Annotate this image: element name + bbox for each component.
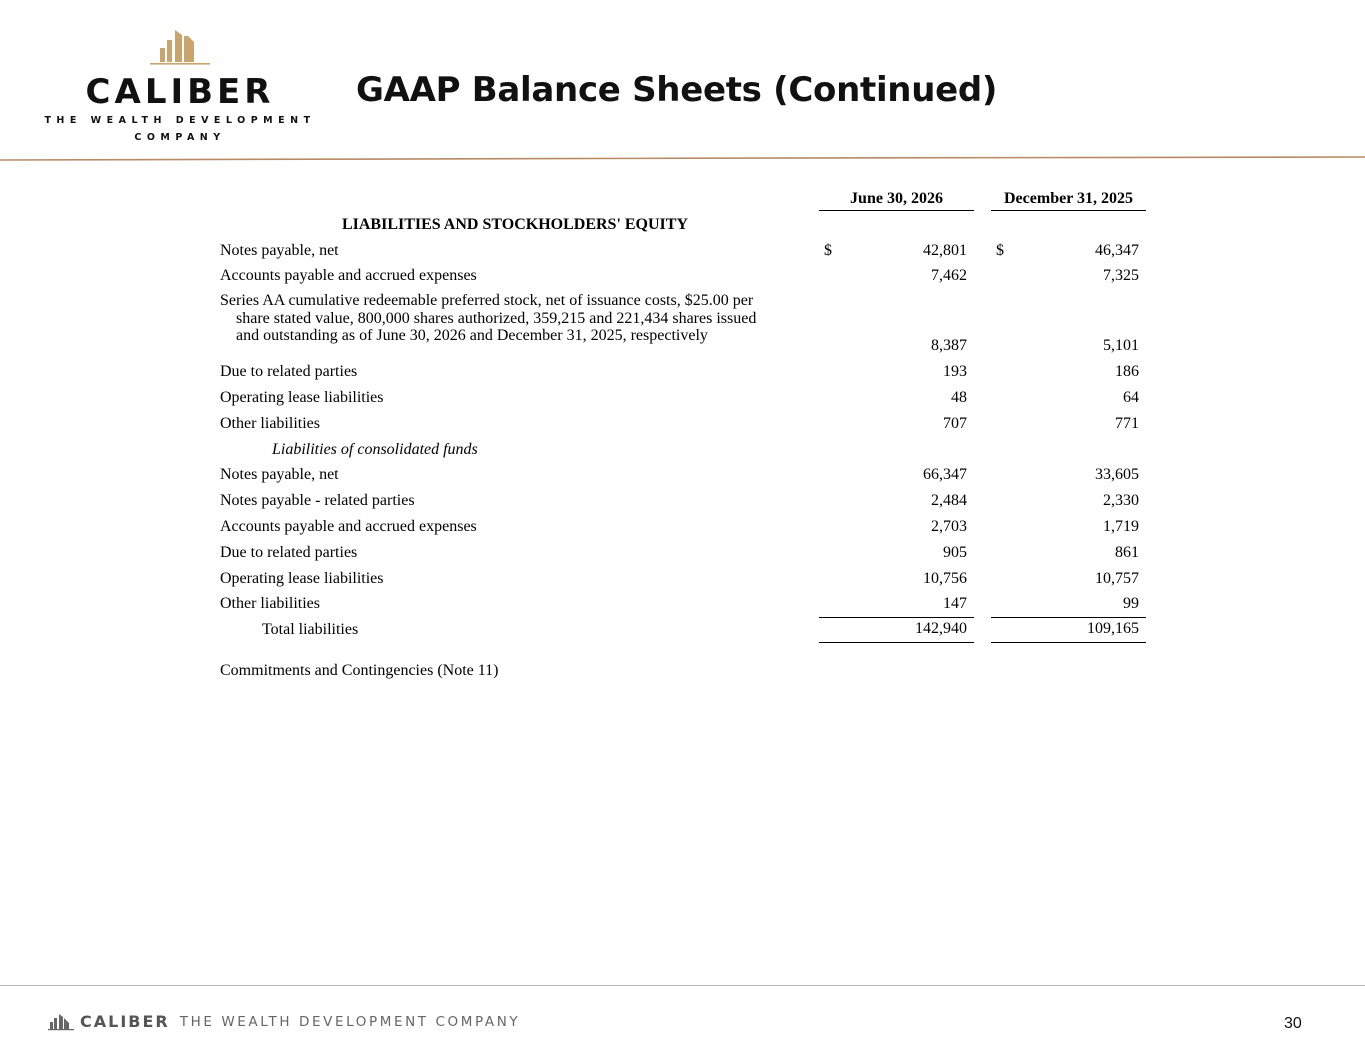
total-row [220, 617, 1150, 643]
footer-divider [0, 985, 1365, 986]
value-dec-2025: 7,325 [1103, 267, 1139, 285]
table-row [220, 289, 1150, 359]
row-label: Notes payable, net [220, 241, 339, 259]
value-dec-2025: 1,719 [1103, 517, 1139, 535]
row-label: Notes payable - related parties [220, 492, 415, 510]
value-june-2026: 66,347 [923, 466, 967, 484]
value-june-2026: 707 [943, 414, 967, 432]
column-header-june-2026: June 30, 2026 [819, 186, 974, 211]
table-row [220, 488, 1150, 514]
value-dec-2025: 46,347 [1095, 241, 1139, 259]
value-june-2026: 905 [943, 543, 967, 561]
row-label: Due to related parties [220, 543, 358, 561]
table-row [220, 462, 1150, 488]
value-june-2026: 193 [943, 363, 967, 381]
table-header-row [220, 186, 1150, 212]
table-row [220, 411, 1150, 437]
brand-tagline-line1: THE WEALTH DEVELOPMENT [44, 115, 316, 126]
table-row [220, 385, 1150, 411]
row-label: Accounts payable and accrued expenses [220, 517, 477, 535]
value-dec-2025: 861 [1115, 543, 1139, 561]
total-june-2026: 142,940 [915, 620, 967, 638]
value-june-2026: 7,462 [931, 267, 967, 285]
header-divider [0, 155, 1365, 163]
value-dec-2025: 771 [1115, 414, 1139, 432]
value-june-2026: 48 [951, 388, 967, 406]
currency-symbol: $ [824, 241, 832, 259]
header-logo [40, 26, 320, 144]
row-label: Due to related parties [220, 363, 358, 381]
section-heading-row [220, 212, 1150, 238]
value-june-2026: 42,801 [923, 241, 967, 259]
row-label: Operating lease liabilities [220, 569, 384, 587]
value-june-2026: 8,387 [931, 337, 967, 355]
building-logo-icon [48, 1013, 74, 1031]
footnote-row [220, 658, 1150, 684]
page-title: GAAP Balance Sheets (Continued) [356, 70, 998, 110]
row-label: Operating lease liabilities [220, 388, 384, 406]
table-row [220, 263, 1150, 289]
subsection-heading-row [220, 437, 1150, 463]
footer-brand-name: CALIBER [80, 1012, 170, 1031]
table-row [220, 238, 1150, 264]
footer-tagline: THE WEALTH DEVELOPMENT COMPANY [179, 1013, 521, 1030]
subsection-heading: Liabilities of consolidated funds [272, 440, 478, 458]
table-row [220, 566, 1150, 592]
value-dec-2025: 64 [1123, 388, 1139, 406]
table-row [220, 514, 1150, 540]
brand-wordmark: CALIBER [85, 72, 275, 112]
value-dec-2025: 10,757 [1095, 569, 1139, 587]
column-header-dec-2025: December 31, 2025 [991, 186, 1146, 211]
table-row [220, 540, 1150, 566]
value-june-2026: 10,756 [923, 569, 967, 587]
value-june-2026: 147 [943, 595, 967, 613]
total-dec-2025: 109,165 [1087, 620, 1139, 638]
brand-tagline-line2: COMPANY [134, 132, 226, 143]
page-number: 30 [1284, 1015, 1302, 1032]
value-dec-2025: 5,101 [1103, 337, 1139, 355]
row-label: Other liabilities [220, 414, 320, 432]
value-june-2026: 2,703 [931, 517, 967, 535]
table-row [220, 359, 1150, 385]
building-logo-icon [148, 26, 212, 68]
row-label: Notes payable, net [220, 466, 339, 484]
row-label: Other liabilities [220, 595, 320, 613]
balance-sheet-table [220, 186, 1150, 684]
footer [48, 1012, 520, 1031]
section-heading: LIABILITIES AND STOCKHOLDERS' EQUITY [341, 215, 689, 233]
table-row [220, 591, 1150, 617]
row-label: Series AA cumulative redeemable preferred stock, net of issuance costs, $25.00 per share stated value, 800,000 shares authorized, 359,215 and 221,434 shares issued and outstanding as of June 30, 2026 and December 31, 2025, respectively [220, 292, 757, 345]
value-dec-2025: 2,330 [1103, 492, 1139, 510]
currency-symbol: $ [996, 241, 1004, 259]
value-dec-2025: 186 [1115, 363, 1139, 381]
footnote: Commitments and Contingencies (Note 11) [220, 661, 499, 679]
value-dec-2025: 99 [1123, 595, 1139, 613]
value-june-2026: 2,484 [931, 492, 967, 510]
row-label: Accounts payable and accrued expenses [220, 267, 477, 285]
value-dec-2025: 33,605 [1095, 466, 1139, 484]
total-label: Total liabilities [262, 621, 359, 639]
